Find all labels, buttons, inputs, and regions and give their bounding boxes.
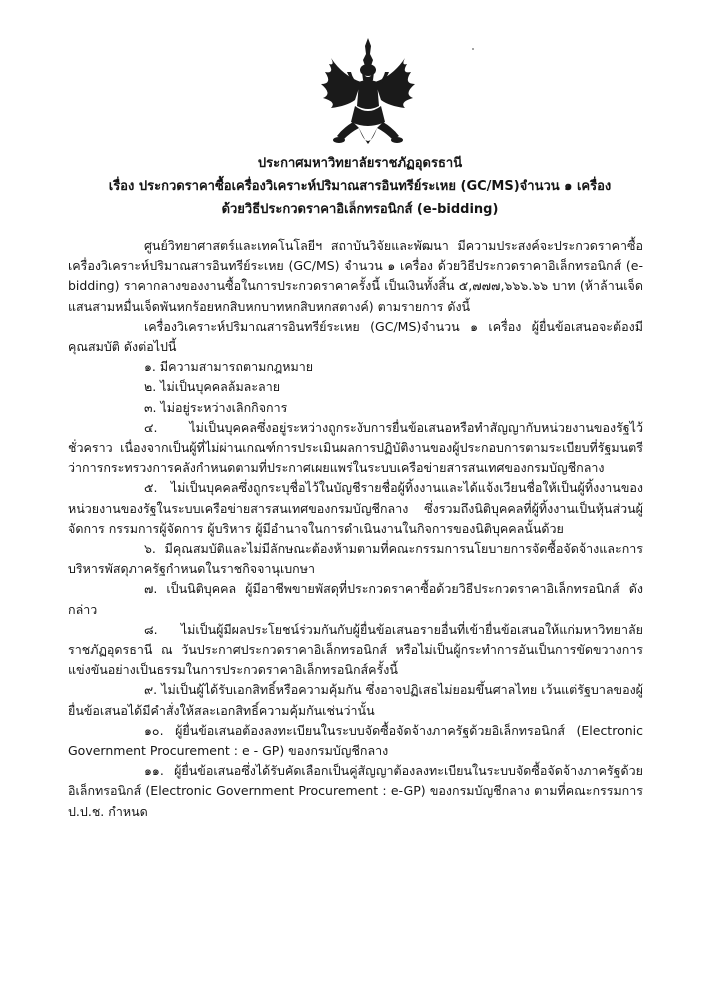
qualification-item: ๔. ไม่เป็นบุคคลซึ่งอยู่ระหว่างถูกระงับการยื่นข้อเสนอหรือทำสัญญากับหน่วยงานของรัฐไว้ชั่วคราว เนื่องจากเป็นผู้ที่ไม่ผ่านเกณฑ์การประเมินผลการปฏิบัติงานของผู้ประกอบการตามระเบียบที่รัฐมนตรีว่าการกระทรวงการคลังกำหนดตามที่ประกาศเผยแพร่ในระบบเครือข่ายสารสนเทศของกรมบัญชีกลาง [68, 419, 643, 476]
announcement-title: ประกาศมหาวิทยาลัยราชภัฏอุดรธานี [257, 156, 463, 171]
qualification-item: ๑๐. ผู้ยื่นข้อเสนอต้องลงทะเบียนในระบบจัดซื้อจัดจ้างภาครัฐด้วยอิเล็กทรอนิกส์ (Electronic Government Procurement : e - GP) ของกรมบัญชีกลาง [68, 722, 643, 759]
qualification-item: ๑๑. ผู้ยื่นข้อเสนอซึ่งได้รับคัดเลือกเป็นคู่สัญญาต้องลงทะเบียนในระบบจัดซื้อจัดจ้างภาครัฐด้วยอิเล็กทรอนิกส์ (Electronic Government Procurement : e-GP) ของกรมบัญชีกลาง ตามที่คณะกรรมการ ป.ป.ช. กำหนด [68, 763, 643, 819]
qualification-item: ๓. ไม่อยู่ระหว่างเลิกกิจการ [144, 399, 288, 415]
qualification-item: ๖. มีคุณสมบัติและไม่มีลักษณะต้องห้ามตามที่คณะกรรมการนโยบายการจัดซื้อจัดจ้างและการบริหารพัสดุภาครัฐกำหนดในราชกิจจานุเบกษา [68, 541, 643, 577]
announcement-subject: เรื่อง ประกวดราคาซื้อเครื่องวิเคราะห์ปริมาณสารอินทรีย์ระเหย (GC/MS)จำนวน ๑ เครื่อง [108, 179, 612, 194]
qualification-item: ๒. ไม่เป็นบุคคลล้มละลาย [144, 379, 281, 395]
document-body [68, 236, 643, 822]
garuda-emblem-icon [313, 36, 423, 154]
scan-speck [472, 48, 474, 50]
qualification-item: ๑. มีความสามารถตามกฎหมาย [144, 359, 314, 375]
qualification-item: ๙. ไม่เป็นผู้ได้รับเอกสิทธิ์หรือความคุ้มกัน ซึ่งอาจปฏิเสธไม่ยอมขึ้นศาลไทย เว้นแต่รัฐบาลของผู้ยื่นข้อเสนอได้มีคำสั่งให้สละเอกสิทธิ์ความคุ้มกันเช่นว่านั้น [68, 682, 643, 718]
qualification-item: ๘. ไม่เป็นผู้มีผลประโยชน์ร่วมกันกับผู้ยื่นข้อเสนอรายอื่นที่เข้ายื่นข้อเสนอให้แก่มหาวิทยาลัยราชภัฏอุดรธานี ณ วันประกาศประกวดราคาอิเล็กทรอนิกส์ หรือไม่เป็นผู้กระทำการอันเป็นการขัดขวางการแข่งขันอย่างเป็นธรรมในการประกวดราคาอิเล็กทรอนิกส์ครั้งนี้ [68, 621, 643, 678]
intro-paragraph: ศูนย์วิทยาศาสตร์และเทคโนโลยีฯ สถาบันวิจัยและพัฒนา มีความประสงค์จะประกวดราคาซื้อเครื่องวิเคราะห์ปริมาณสารอินทรีย์ระเหย (GC/MS) จำนวน ๑ เครื่อง ด้วยวิธีประกวดราคาอิเล็กทรอนิกส์ (e-bidding) ราคากลางของงานซื้อในการประกวดราคาครั้งนี้ เป็นเงินทั้งสิ้น ๕,๗๗๗,๖๖๖.๖๖ บาท (ห้าล้านเจ็ดแสนสามหมื่นเจ็ดพันหกร้อยหกสิบหกบาทหกสิบหกสตางค์) ตามรายการ ดังนี้ [68, 238, 643, 314]
qualification-intro: เครื่องวิเคราะห์ปริมาณสารอินทรีย์ระเหย (GC/MS)จำนวน ๑ เครื่อง ผู้ยื่นข้อเสนอจะต้องมีคุณสมบัติ ดังต่อไปนี้ [68, 318, 643, 355]
announcement-method: ด้วยวิธีประกวดราคาอิเล็กทรอนิกส์ (e-bidding) [221, 202, 499, 217]
qualification-item: ๕. ไม่เป็นบุคคลซึ่งถูกระบุชื่อไว้ในบัญชีรายชื่อผู้ทิ้งงานและได้แจ้งเวียนชื่อให้เป็นผู้ทิ้งงานของหน่วยงานของรัฐในระบบเครือข่ายสารสนเทศของกรมบัญชีกลาง ซึ่งรวมถึงนิติบุคคลที่ผู้ทิ้งงานเป็นหุ้นส่วนผู้จัดการ กรรมการผู้จัดการ ผู้บริหาร ผู้มีอำนาจในการดำเนินงานในกิจการของนิติบุคคลนั้นด้วย [68, 480, 643, 536]
qualification-item: ๗. เป็นนิติบุคคล ผู้มีอาชีพขายพัสดุที่ประกวดราคาซื้อด้วยวิธีประกวดราคาอิเล็กทรอนิกส์ ดังกล่าว [68, 581, 643, 617]
